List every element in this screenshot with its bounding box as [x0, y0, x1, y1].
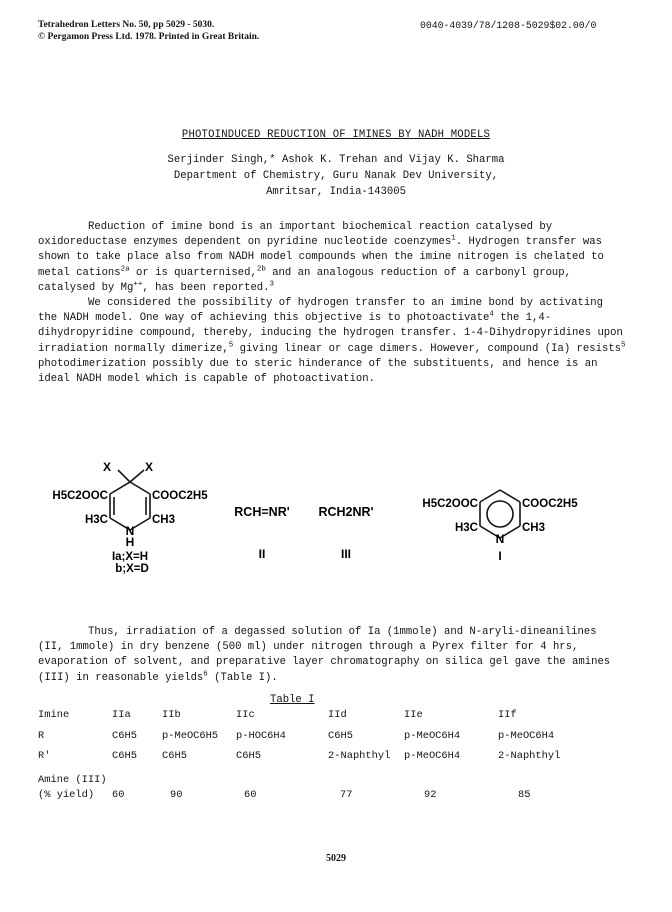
table-cell: C6H5 [112, 750, 137, 762]
table-row-label: Amine (III) [38, 774, 107, 786]
table-header: IIb [162, 709, 181, 721]
table-header-row [38, 709, 588, 724]
x-label-right: X [145, 460, 154, 474]
pyridine-methyl-right: CH3 [522, 522, 546, 534]
amine-formula: RCH2NR' [318, 505, 374, 519]
journal-line: Tetrahedron Letters No. 50, pp 5029 - 5030. [38, 20, 215, 30]
table-row-label: R [38, 730, 45, 742]
table-row-amine-label [38, 765, 588, 789]
table-caption: Table I [270, 694, 315, 706]
paragraph-1: Reduction of imine bond is an important biochemical reaction catalysed by oxidoreductase enzymes dependent on pyridine nucleotide coenzymes$^1$. Hydrogen transfer was shown to take place also from NADH model compounds when the imine nitrogen is chelated to metal cations$^{2a}$ or is quarternised,$^{2b}$ and an analogous reduction of a carbonyl group, catalysed by Mg++, has been reported.$^3$ [38, 221, 604, 294]
methyl-left: H3C [84, 514, 108, 526]
amine-label: III [340, 547, 352, 561]
imine-formula: RCH=NR' [234, 505, 290, 519]
table-cell: 90 [170, 789, 183, 801]
table-cell: 2-Naphthyl [498, 750, 561, 762]
table-row-label: R' [38, 750, 51, 762]
table-cell: 92 [424, 789, 437, 801]
table-cell: 60 [244, 789, 257, 801]
table-row-r [38, 724, 588, 748]
table-cell: p-HOC6H4 [236, 730, 286, 742]
table-row-label: (% yield) [38, 789, 95, 801]
table-row-yield [38, 789, 588, 804]
table-cell: C6H5 [162, 750, 187, 762]
table-cell: C6H5 [236, 750, 261, 762]
pyridine-label: I [498, 549, 502, 563]
table-cell: 85 [518, 789, 531, 801]
table-header: Imine [38, 709, 70, 721]
compound-ia-label: Ia;X=H [111, 551, 149, 563]
methyl-right: CH3 [152, 514, 176, 526]
paragraph-3: Thus, irradiation of a degassed solution of Ia (1mmole) and N-aryli-dineanilines (II, 1mmole) in dry benzene (500 ml) under nitrogen through a Pyrex filter for 4 hrs, evaporation of solvent, and preparative layer chromatography on silica gel gave the amines (III) in reasonable yields$^6$ (Table I). [38, 626, 611, 684]
ester-left: H5C2OOC [52, 490, 108, 502]
table-cell: C6H5 [112, 730, 137, 742]
authors: Serjinder Singh,* Ashok K. Trehan and Vijay K. Sharma [167, 154, 505, 166]
table-header: IIa [112, 709, 131, 721]
imine-label: II [258, 547, 266, 561]
table-cell: p-MeOC6H5 [162, 730, 219, 742]
table-cell: p-MeOC6H4 [404, 750, 461, 762]
paragraph-2: We considered the possibility of hydrogen transfer to an imine bond by activating the NADH model. One way of achieving this objective is to photoactivate$^4$ the 1,4-dihydropyridine compound, thereby, inducing the hydrogen transfer. 1-4-Dihydropyridines upon irradiation normally dimerize,$^5$ giving linear or cage dimers. However, compound (Ia) resists$^5$ photodimerization possibly due to steric hinderance of the substituents, and hence is an ideal NADH model which is capable of photoactivation. [38, 297, 626, 386]
yield-table [38, 709, 588, 804]
location: Amritsar, India-143005 [266, 186, 406, 198]
ring-hydrogen: H [125, 535, 135, 549]
publisher-line: © Pergamon Press Ltd. 1978. Printed in Great Britain. [38, 32, 260, 42]
pyridine-methyl-left: H3C [454, 522, 478, 534]
table-header: IIe [404, 709, 423, 721]
table-header: IId [328, 709, 347, 721]
ring-nitrogen: N [125, 524, 135, 538]
article-title: PHOTOINDUCED REDUCTION OF IMINES BY NADH MODELS [181, 129, 491, 141]
article-code: 0040-4039/78/1208-5029$02.00/0 [420, 20, 597, 31]
page-number: 5029 [326, 853, 346, 864]
pyridine-nitrogen: N [495, 532, 505, 546]
chemical-scheme [0, 440, 672, 580]
pyridine-ester-left: H5C2OOC [422, 498, 478, 510]
table-cell: 2-Naphthyl [328, 750, 391, 762]
table-header: IIc [236, 709, 255, 721]
table-cell: p-MeOC6H4 [404, 730, 461, 742]
table-header: IIf [498, 709, 517, 721]
compound-ib-label: b;X=D [115, 563, 149, 575]
pyridine-ester-right: COOC2H5 [522, 498, 578, 510]
table-cell: p-MeOC6H4 [498, 730, 555, 742]
table-cell: 60 [112, 789, 125, 801]
affiliation: Department of Chemistry, Guru Nanak Dev University, [173, 170, 499, 182]
table-cell: C6H5 [328, 730, 353, 742]
intro-paragraphs [38, 220, 628, 387]
ester-right: COOC2H5 [152, 490, 208, 502]
x-label-left: X [103, 460, 112, 474]
table-cell: 77 [340, 789, 353, 801]
table-row-r-prime [38, 748, 588, 765]
